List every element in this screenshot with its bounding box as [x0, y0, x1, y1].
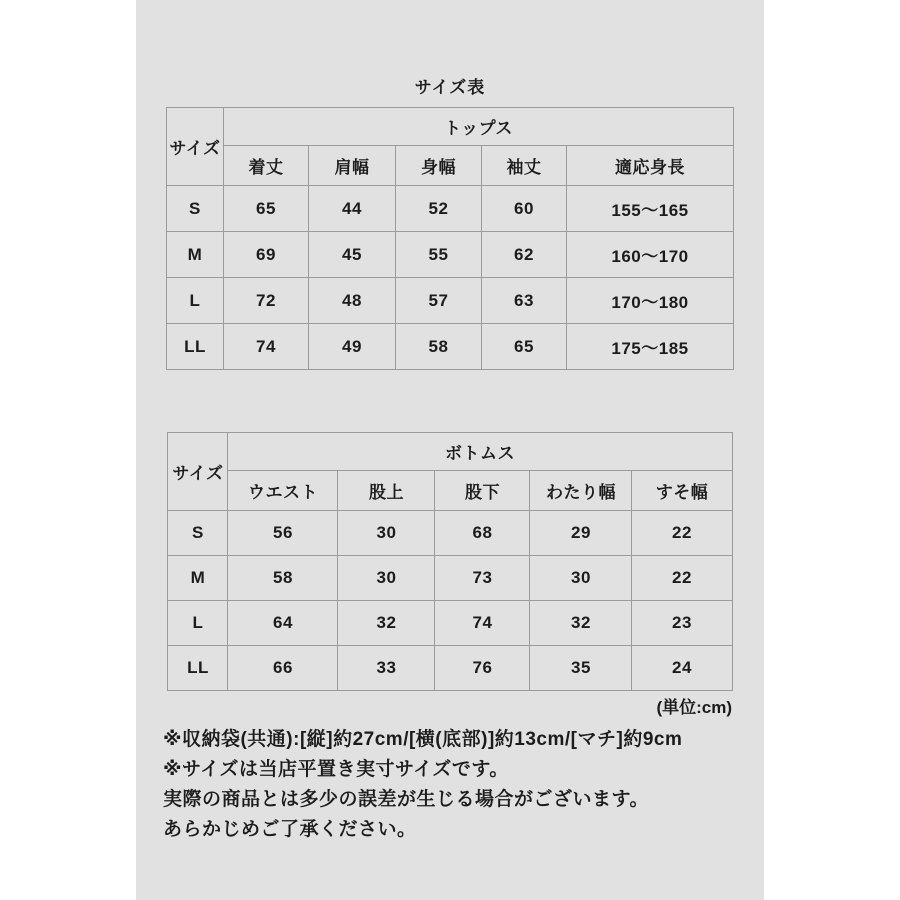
measurement-cell: 160〜170	[566, 232, 733, 278]
table-row	[166, 232, 733, 278]
measurement-cell: 56	[228, 511, 338, 556]
size-label: LL	[166, 324, 223, 370]
measurement-cell: 155〜165	[566, 186, 733, 232]
measurement-cell: 52	[395, 186, 481, 232]
table-row	[168, 601, 732, 646]
tops-column-header: 適応身長	[566, 146, 733, 186]
measurement-cell: 60	[481, 186, 566, 232]
size-label: L	[168, 601, 228, 646]
bottoms-column-header: ウエスト	[228, 471, 338, 511]
size-label: L	[166, 278, 223, 324]
measurement-cell: 57	[395, 278, 481, 324]
size-label: S	[166, 186, 223, 232]
size-chart-panel	[136, 0, 764, 900]
measurement-cell: 33	[338, 646, 435, 691]
tops-size-table	[166, 107, 734, 370]
page-title: サイズ表	[414, 78, 486, 97]
tops-column-header: 袖丈	[481, 146, 566, 186]
table-row	[166, 324, 733, 370]
measurement-cell: 62	[481, 232, 566, 278]
bottoms-group-header: ボトムス	[228, 433, 732, 471]
measurement-cell: 30	[530, 556, 632, 601]
measurement-cell: 69	[223, 232, 308, 278]
measurement-cell: 66	[228, 646, 338, 691]
measurement-cell: 32	[530, 601, 632, 646]
measurement-cell: 32	[338, 601, 435, 646]
measurement-cell: 74	[223, 324, 308, 370]
measurement-cell: 22	[632, 511, 732, 556]
measurement-cell: 65	[223, 186, 308, 232]
measurement-cell: 29	[530, 511, 632, 556]
bottoms-column-header: 股上	[338, 471, 435, 511]
tops-column-header: 肩幅	[308, 146, 395, 186]
bottoms-size-table	[167, 432, 732, 691]
measurement-cell: 30	[338, 556, 435, 601]
measurement-cell: 22	[632, 556, 732, 601]
size-label: M	[166, 232, 223, 278]
measurement-cell: 170〜180	[566, 278, 733, 324]
bottoms-column-header: 股下	[435, 471, 530, 511]
tops-column-header: 着丈	[223, 146, 308, 186]
bottoms-corner-header: サイズ	[168, 433, 228, 511]
size-label: M	[168, 556, 228, 601]
tops-corner-header: サイズ	[166, 108, 223, 186]
measurement-cell: 45	[308, 232, 395, 278]
bottoms-column-header: すそ幅	[632, 471, 732, 511]
measurement-cell: 23	[632, 601, 732, 646]
note-tolerance: 実際の商品とは多少の誤差が生じる場合がございます。	[163, 789, 649, 810]
measurement-cell: 44	[308, 186, 395, 232]
measurement-cell: 49	[308, 324, 395, 370]
size-label: S	[168, 511, 228, 556]
measurement-cell: 65	[481, 324, 566, 370]
table-row	[166, 278, 733, 324]
measurement-cell: 48	[308, 278, 395, 324]
measurement-cell: 68	[435, 511, 530, 556]
table-row	[168, 556, 732, 601]
measurement-cell: 72	[223, 278, 308, 324]
measurement-cell: 175〜185	[566, 324, 733, 370]
measurement-cell: 64	[228, 601, 338, 646]
note-storage-bag: ※収納袋(共通):[縦]約27cm/[横(底部)]約13cm/[マチ]約9cm	[163, 729, 683, 750]
unit-label: (単位:cm)	[656, 698, 732, 717]
notes-block	[136, 725, 764, 845]
measurement-cell: 55	[395, 232, 481, 278]
measurement-cell: 58	[395, 324, 481, 370]
size-label: LL	[168, 646, 228, 691]
tops-group-header: トップス	[223, 108, 733, 146]
measurement-cell: 24	[632, 646, 732, 691]
note-acknowledgement: あらかじめご了承ください。	[163, 819, 417, 840]
measurement-cell: 58	[228, 556, 338, 601]
note-measurement-method: ※サイズは当店平置き実寸サイズです。	[163, 759, 509, 780]
measurement-cell: 74	[435, 601, 530, 646]
table-row	[168, 511, 732, 556]
measurement-cell: 76	[435, 646, 530, 691]
table-row	[168, 646, 732, 691]
bottoms-column-header: わたり幅	[530, 471, 632, 511]
measurement-cell: 63	[481, 278, 566, 324]
measurement-cell: 35	[530, 646, 632, 691]
tops-column-header: 身幅	[395, 146, 481, 186]
measurement-cell: 30	[338, 511, 435, 556]
table-row	[166, 186, 733, 232]
table-spacer	[136, 370, 764, 432]
measurement-cell: 73	[435, 556, 530, 601]
